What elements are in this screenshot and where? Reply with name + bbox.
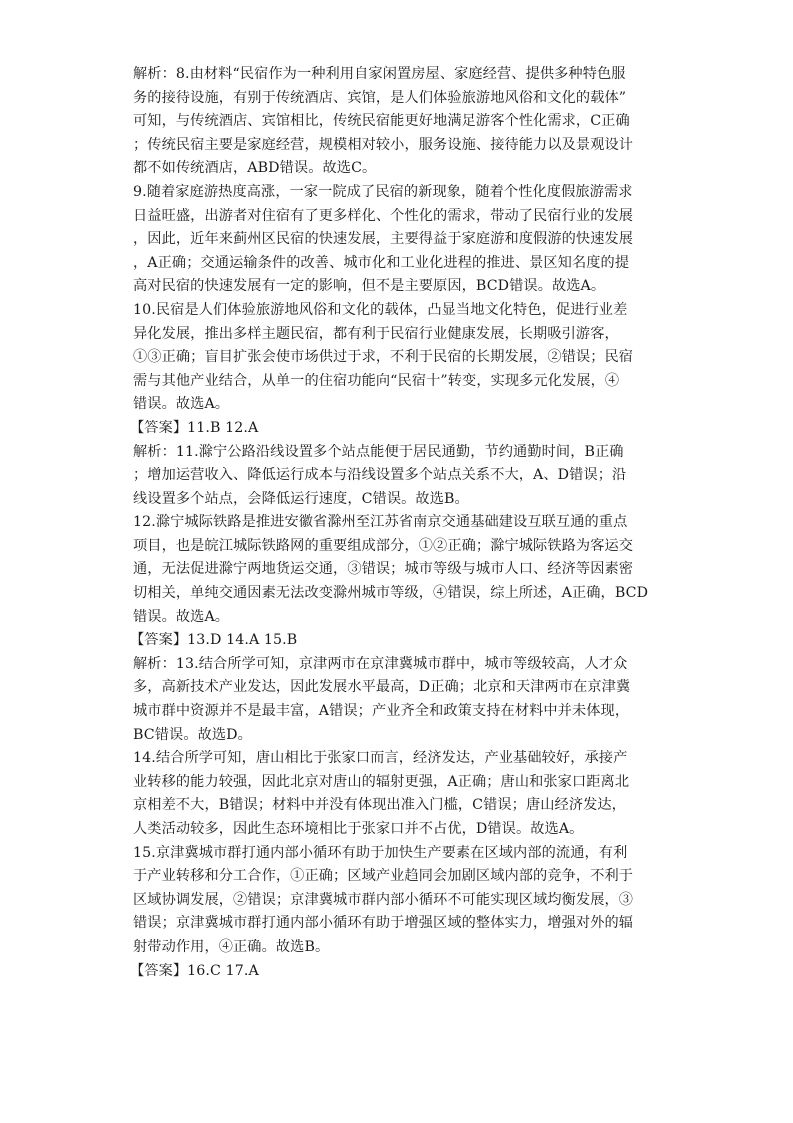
text-line: 错误。故选A。 [133, 396, 230, 413]
text-line: 射带动作用，④正确。故选B。 [133, 938, 330, 955]
text-line: ；增加运营收入、降低运行成本与沿线设置多个站点关系不大，A、D错误；沿 [133, 467, 627, 484]
text-line: 可知，与传统酒店、宾馆相比，传统民宿能更好地满足游客个性化需求，C正确 [133, 113, 630, 130]
text-line: 项目，也是皖江城际铁路网的重要组成部分，①②正确；滁宁城际铁路为客运交 [133, 537, 634, 554]
text-line: 城市群中资源并不是最丰富，A错误；产业齐全和政策支持在材料中并未体现， [133, 703, 630, 720]
text-line: 通，无法促进滁宁两地货运交通，③错误；城市等级与城市人口、经济等因素密 [133, 561, 634, 578]
text-line: 解析：11.滁宁公路沿线设置多个站点能便于居民通勤，节约通勤时间，B正确 [133, 443, 624, 460]
text-line: 业转移的能力较强，因此北京对唐山的辐射更强，A正确；唐山和张家口距离北 [133, 773, 630, 790]
text-line: 切相关，单纯交通因素无法改变滁州城市等级，④错误，综上所述，A正确，BCD [133, 585, 649, 602]
text-line: 多，高新技术产业发达，因此发展水平最高，D正确；北京和天津两市在京津冀 [133, 679, 631, 696]
text-line: 12.滁宁城际铁路是推进安徽省滁州至江苏省南京交通基础建设互联互通的重点 [133, 514, 628, 531]
text-line: ①③正确；盲目扩张会使市场供过于求，不利于民宿的长期发展，②错误；民宿 [133, 349, 634, 366]
text-line: 线设置多个站点，会降低运行速度，C错误。故选B。 [133, 490, 469, 507]
answer-line: 【答案】13.D 14.A 15.B [130, 632, 298, 649]
text-line: 区域协调发展，②错误；京津冀城市群内部小循环不可能实现区域均衡发展，③ [133, 891, 634, 908]
text-line: 日益旺盛，出游者对住宿有了更多样化、个性化的需求，带动了民宿行业的发展 [133, 207, 634, 224]
text-line: 人类活动较多，因此生态环境相比于张家口并不占优，D错误。故选A。 [133, 821, 584, 837]
text-line: 10.民宿是人们体验旅游地风俗和文化的载体，凸显当地文化特色，促进行业差 [133, 301, 628, 318]
text-line: 9.随着家庭游热度高涨，一家一院成了民宿的新现象，随着个性化度假旅游需求 [133, 183, 633, 200]
text-line: 京相差不大，B错误；材料中并没有体现出准入门槛，C错误；唐山经济发达， [133, 797, 626, 814]
text-line: 错误。故选A。 [133, 608, 230, 625]
text-line: 都不如传统酒店，ABD错误。故选C。 [133, 160, 377, 177]
document-page [130, 63, 673, 983]
text-line: ；传统民宿主要是家庭经营，规模相对较小，服务设施、接待能力以及景观设计 [133, 136, 634, 153]
text-line: ，A正确；交通运输条件的改善、城市化和工业化进程的推进、景区知名度的提 [133, 254, 630, 271]
answer-line: 【答案】11.B 12.A [130, 419, 259, 436]
text-line: ，因此，近年来蓟州区民宿的快速发展，主要得益于家庭游和度假游的快速发展 [133, 231, 634, 248]
text-line: 需与其他产业结合，从单一的住宿功能向“民宿十”转变，实现多元化发展，④ [133, 372, 620, 389]
answer-line: 【答案】16.C 17.A [130, 962, 259, 979]
text-line: 14.结合所学可知，唐山相比于张家口而言，经济发达，产业基础较好，承接产 [133, 750, 628, 767]
text-line: 异化发展，推出多样主题民宿，都有利于民宿行业健康发展，长期吸引游客， [133, 325, 619, 342]
text-line: 15.京津冀城市群打通内部小循环有助于加快生产要素在区域内部的流通，有利 [133, 844, 628, 861]
text-line: 务的接待设施，有别于传统酒店、宾馆，是人们体验旅游地风俗和文化的载体” [133, 89, 627, 106]
text-line: BC错误。故选D。 [133, 726, 252, 743]
text-line: 错误；京津冀城市群打通内部小循环有助于增强区域的整体实力，增强对外的辐 [133, 915, 634, 932]
text-line: 解析：13.结合所学可知，京津两市在京津冀城市群中，城市等级较高，人才众 [133, 655, 628, 672]
text-line: 于产业转移和分工合作，①正确；区域产业趋同会加剧区域内部的竞争，不利于 [133, 868, 634, 885]
text-line: 解析：8.由材料“民宿作为一种利用自家闲置房屋、家庭经营、提供多种特色服 [133, 66, 626, 82]
text-line: 高对民宿的快速发展有一定的影响，但不是主要原因，BCD错误。故选A。 [133, 278, 606, 295]
